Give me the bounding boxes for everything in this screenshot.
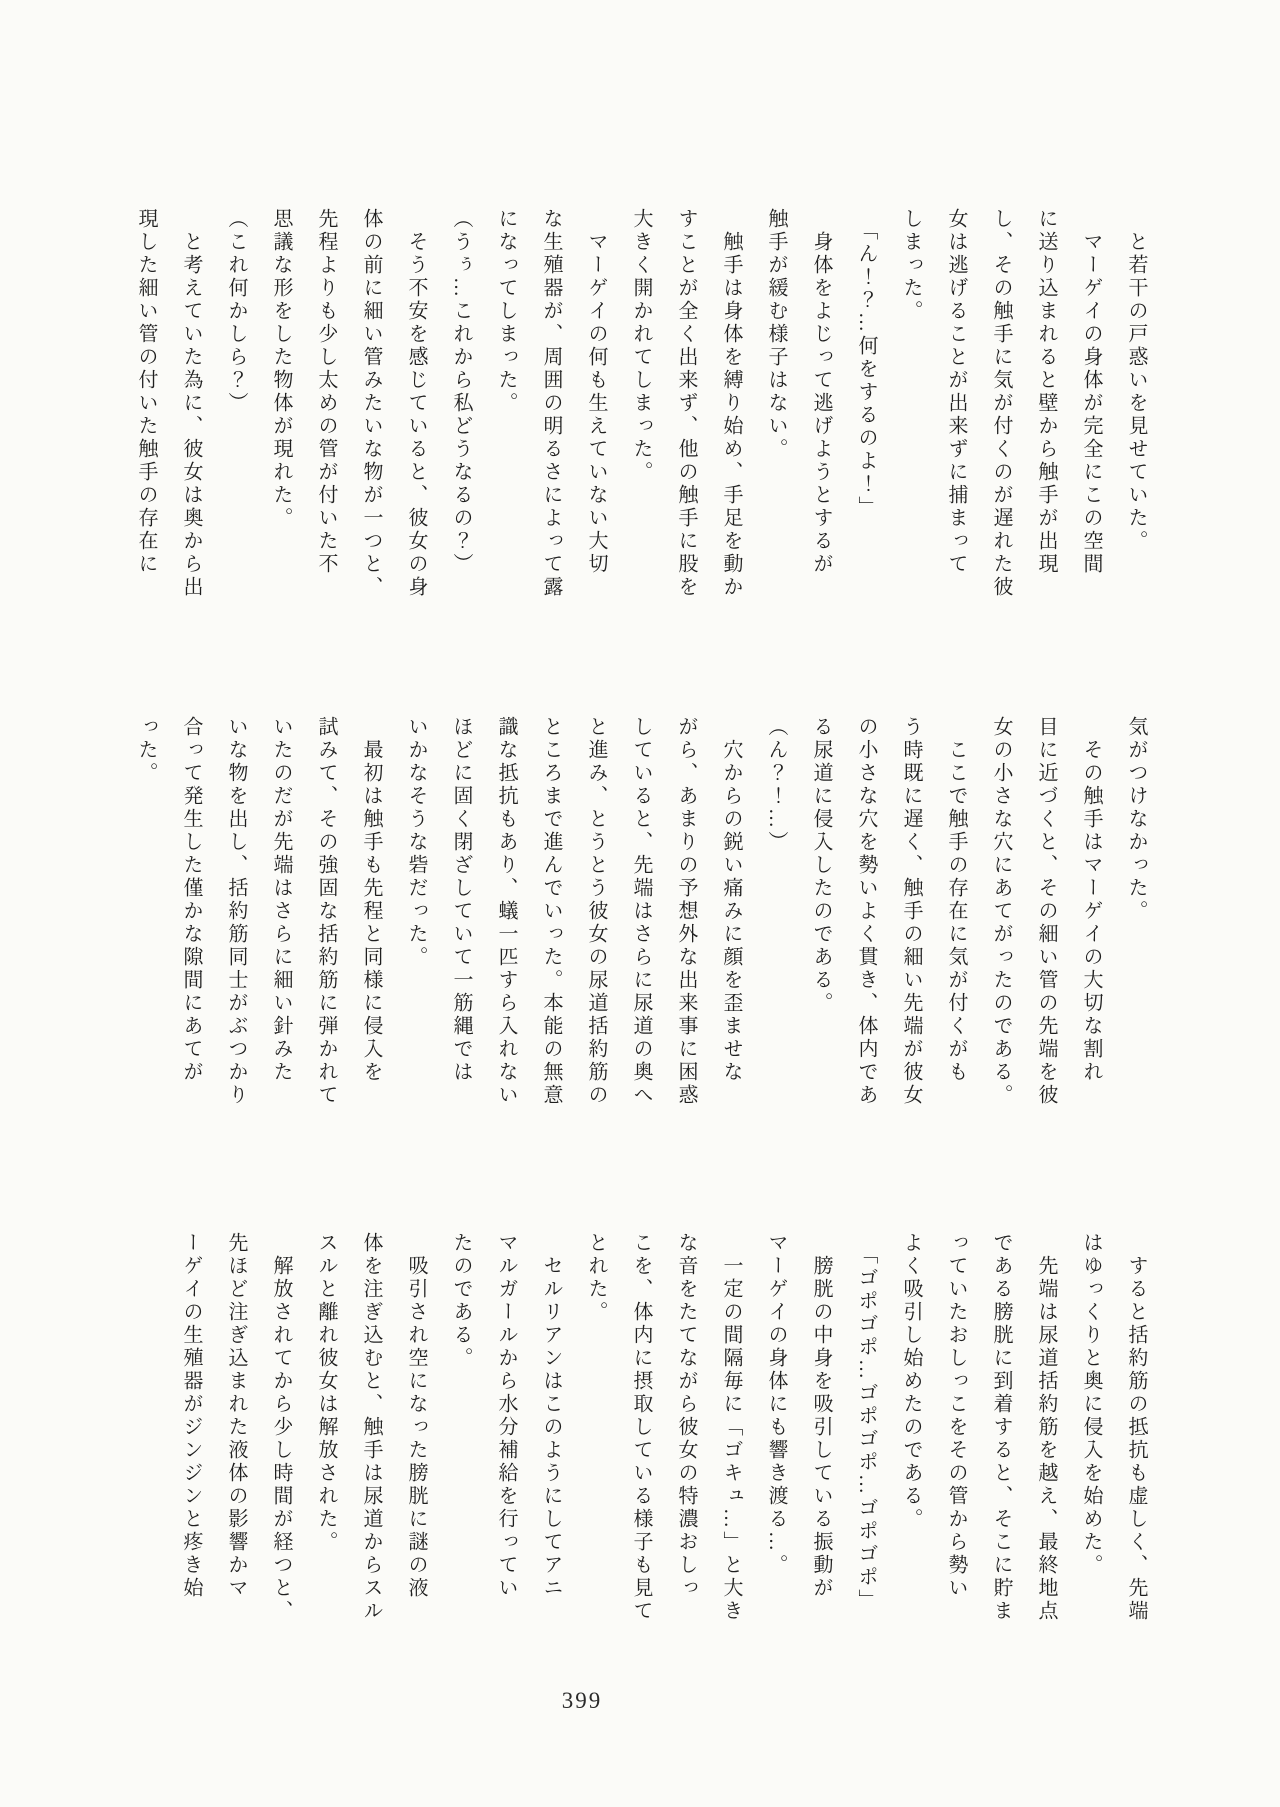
text-column: 大きく開かれてしまった。 [630, 208, 652, 484]
text-column: と若干の戸惑いを見せていた。 [1125, 231, 1147, 553]
text-column: った。 [135, 716, 157, 785]
text-column: る尿道に侵入したのである。 [810, 716, 832, 1015]
text-column: う時既に遅く、触手の細い先端が彼女 [900, 716, 922, 1107]
text-column: とれた。 [585, 1232, 607, 1324]
text-block-top [123, 208, 1158, 612]
text-column: マーゲイの何も生えていない大切 [585, 231, 607, 576]
text-column: 先端は尿道括約筋を越え、最終地点 [1035, 1255, 1057, 1623]
text-column: 触手が緩む様子はない。 [765, 208, 787, 461]
text-column: がら、あまりの予想外な出来事に困惑 [675, 716, 697, 1107]
text-column: こを、体内に摂取している様子も見て [630, 1232, 652, 1623]
text-column: いかなそうな砦だった。 [405, 716, 427, 969]
text-column: 体を注ぎ込むと、触手は尿道からスル [360, 1232, 382, 1623]
text-column: ほどに固く閉ざしていて一筋縄では [450, 716, 472, 1084]
text-column: いたのだが先端はさらに細い針みた [270, 716, 292, 1084]
text-column: 試みて、その強固な括約筋に弾かれて [315, 716, 337, 1107]
text-column: し、その触手に気が付くのが遅れた彼 [990, 208, 1012, 599]
text-column: そう不安を感じていると、彼女の身 [405, 231, 427, 599]
text-column: （うぅ…これから私どうなるの？） [450, 208, 472, 576]
text-column: 女は逃げることが出来ずに捕まって [945, 208, 967, 576]
text-column: していると、先端はさらに尿道の奥へ [630, 716, 652, 1107]
text-column: 穴からの鋭い痛みに顔を歪ませな [720, 739, 742, 1084]
text-column: っていたおしっこをその管から勢い [945, 1232, 967, 1600]
text-column: 気がつけなかった。 [1125, 716, 1147, 923]
text-column: 触手は身体を縛り始め、手足を動か [720, 231, 742, 599]
text-column: 識な抵抗もあり、蟻一匹すら入れない [495, 716, 517, 1107]
text-column: （これ何かしら？） [225, 208, 247, 415]
text-column: すことが全く出来ず、他の触手に股を [675, 208, 697, 599]
text-column: スルと離れ彼女は解放された。 [315, 1232, 337, 1554]
text-column: しまった。 [900, 208, 922, 323]
text-column: 先ほど注ぎ込まれた液体の影響かマ [225, 1232, 247, 1600]
text-column: 解放されてから少し時間が経つと、 [270, 1255, 292, 1623]
text-column: ところまで進んでいった。本能の無意 [540, 716, 562, 1107]
text-column: マーゲイの身体にも響き渡る…。 [765, 1232, 787, 1577]
text-column: と考えていた為に、彼女は奥から出 [180, 231, 202, 599]
text-column: いな物を出し、括約筋同士がぶつかり [225, 716, 247, 1107]
text-column: セルリアンはこのようにしてアニ [540, 1255, 562, 1600]
text-column: 最初は触手も先程と同様に侵入を [360, 739, 382, 1084]
text-column: 「ん！？…何をするのよ！」 [855, 219, 877, 519]
text-column: 「ゴポゴポ…ゴポゴポ…ゴポゴポ」 [855, 1243, 877, 1612]
text-column: である膀胱に到着すると、そこに貯ま [990, 1232, 1012, 1623]
text-column: 思議な形をした物体が現れた。 [270, 208, 292, 530]
page-number: 399 [561, 1688, 603, 1713]
text-column: 吸引され空になった膀胱に謎の液 [405, 1255, 427, 1600]
text-column: （ん？！…） [765, 716, 787, 854]
text-column: 合って発生した僅かな隙間にあてが [180, 716, 202, 1084]
text-column: ここで触手の存在に気が付くがも [945, 739, 967, 1084]
text-column: たのである。 [450, 1232, 472, 1370]
text-column: よく吸引し始めたのである。 [900, 1232, 922, 1531]
text-column: な生殖器が、周囲の明るさによって露 [540, 208, 562, 599]
text-column: の小さな穴を勢いよく貫き、体内であ [855, 716, 877, 1107]
text-block-bottom [168, 1232, 1158, 1636]
text-column: 身体をよじって逃げようとするが [810, 231, 832, 576]
text-column: すると括約筋の抵抗も虚しく、先端 [1125, 1255, 1147, 1623]
text-column: マルガールから水分補給を行ってい [495, 1232, 517, 1600]
text-column: 女の小さな穴にあてがったのである。 [990, 716, 1012, 1107]
text-column: に送り込まれると壁から触手が出現 [1035, 208, 1057, 576]
text-column: な音をたてながら彼女の特濃おしっ [675, 1232, 697, 1600]
text-column: マーゲイの身体が完全にこの空間 [1080, 231, 1102, 576]
text-column: 体の前に細い管みたいな物が一つと、 [360, 208, 382, 599]
text-column: ーゲイの生殖器がジンジンと疼き始 [180, 1232, 202, 1600]
text-column: 目に近づくと、その細い管の先端を彼 [1035, 716, 1057, 1107]
text-block-middle [123, 716, 1158, 1120]
text-column: その触手はマーゲイの大切な割れ [1080, 739, 1102, 1084]
text-column: 先程よりも少し太めの管が付いた不 [315, 208, 337, 576]
text-column: になってしまった。 [495, 208, 517, 415]
text-column: はゆっくりと奥に侵入を始めた。 [1080, 1232, 1102, 1577]
text-column: 膀胱の中身を吸引している振動が [810, 1255, 832, 1600]
text-column: 一定の間隔毎に「ゴキュ…」と大き [720, 1255, 742, 1623]
text-column: 現した細い管の付いた触手の存在に [135, 208, 157, 576]
text-column: と進み、とうとう彼女の尿道括約筋の [585, 716, 607, 1107]
